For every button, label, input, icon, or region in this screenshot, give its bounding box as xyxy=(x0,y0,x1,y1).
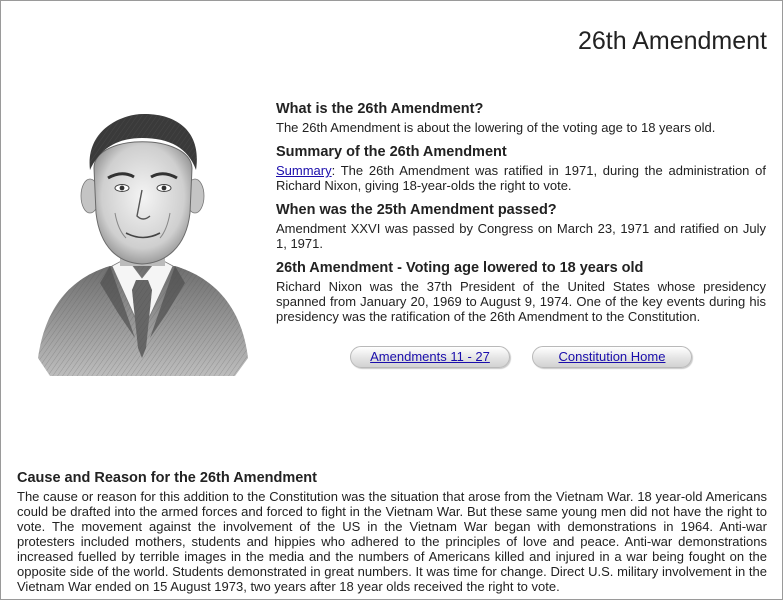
amendments-11-27-link[interactable]: Amendments 11 - 27 xyxy=(370,349,490,364)
section-heading: 26th Amendment - Voting age lowered to 18 years old xyxy=(276,260,644,276)
summary-text: : The 26th Amendment was ratified in 1971, during the administration of Richard Nixon, giving 18-year-olds the right to vote. xyxy=(276,163,766,193)
page-title: 26th Amendment xyxy=(577,27,767,55)
section-text: The 26th Amendment is about the lowering of the voting age to 18 years old. xyxy=(276,120,716,135)
section-when-passed xyxy=(276,202,766,251)
cause-section xyxy=(17,470,767,594)
section-text: Amendment XXVI was passed by Congress on March 23, 1971 and ratified on July 1, 1971. xyxy=(276,221,766,251)
section-summary xyxy=(276,144,766,193)
section-text xyxy=(276,163,766,193)
section-what-is xyxy=(276,101,766,135)
section-voting-age xyxy=(276,260,766,324)
constitution-home-button[interactable] xyxy=(532,346,692,368)
constitution-home-link[interactable]: Constitution Home xyxy=(558,349,666,364)
intro-content xyxy=(276,101,766,333)
amendments-11-27-button[interactable] xyxy=(350,346,510,368)
cause-text: The cause or reason for this addition to the Constitution was the situation that arose from the Vietnam War. 18 year-old Americans could be drafted into the armed forces and forced to fight in the Vietnam War. But these same young men did not have the right to vote. The movement against the involvement of the US in the Vietnam War began with demonstrations in 1964. Anti-war protesters included mothers, students and hippies who adhered to the principles of love and peace. Anti-war demonstrations increased fuelled by terrible images in the media and the numbers of Americans killed and injured in a war being fought on the opposite side of the world. Students demonstrated in great numbers. It was time for change. Direct U.S. military involvement in the Vietnam War ended on 15 August 1973, two years after 18 year olds received the right to vote. xyxy=(17,489,767,594)
portrait-illustration xyxy=(30,108,255,380)
section-text: Richard Nixon was the 37th President of the United States whose presidency spanned from January 20, 1969 to August 9, 1974. One of the key events during his presidency was the ratification of the 26th Amendment to the Constitution. xyxy=(276,279,766,324)
section-heading: When was the 25th Amendment passed? xyxy=(276,202,557,218)
summary-link[interactable]: Summary xyxy=(276,163,332,178)
cause-heading: Cause and Reason for the 26th Amendment xyxy=(17,470,317,486)
section-heading: What is the 26th Amendment? xyxy=(276,101,484,117)
section-heading: Summary of the 26th Amendment xyxy=(276,144,507,160)
